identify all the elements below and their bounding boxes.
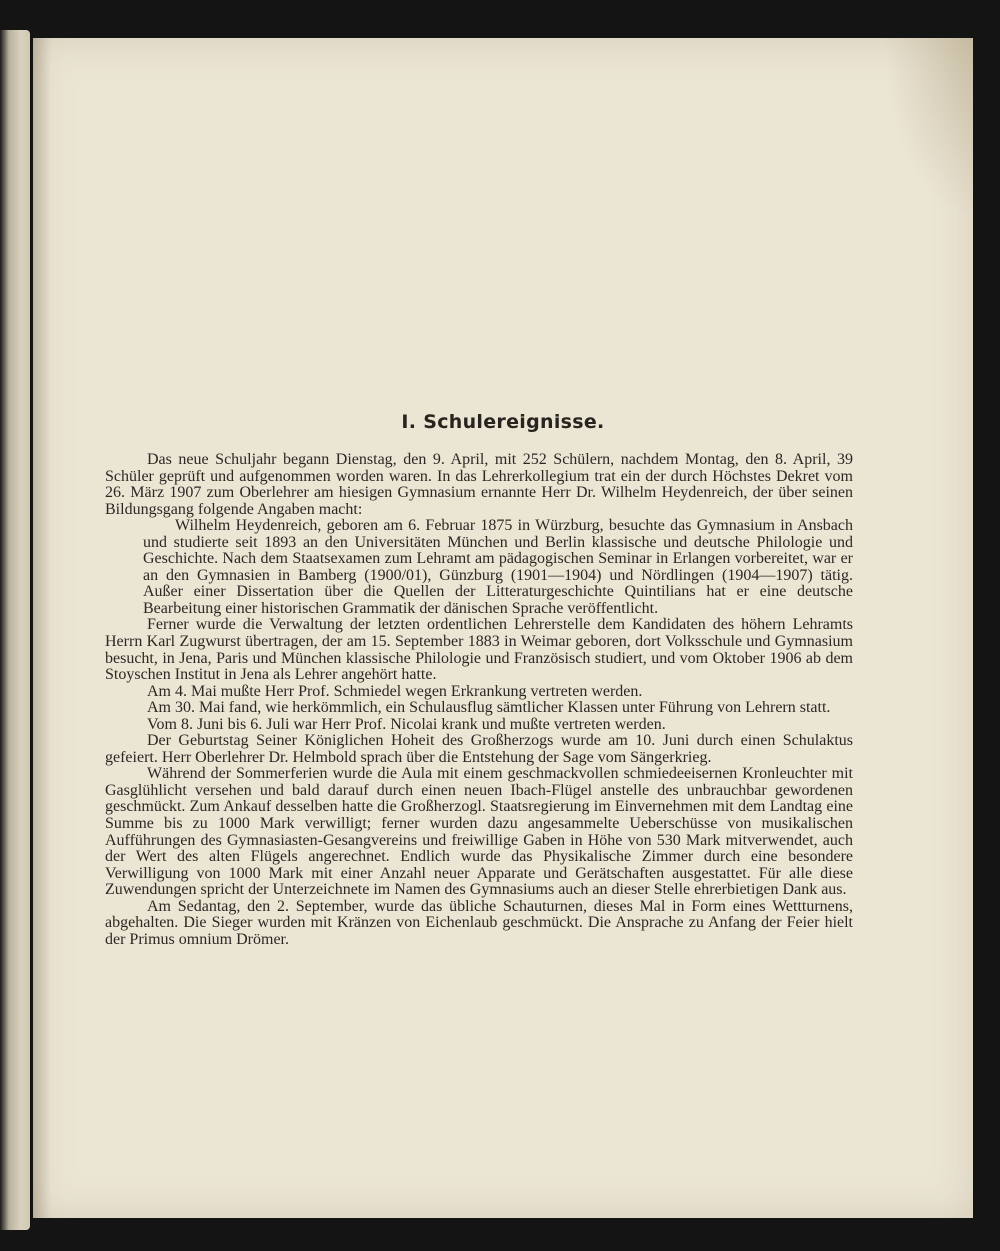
paragraph-sedantag: Am Sedantag, den 2. September, wurde das übliche Schauturnen, dieses Mal in Form eines Wettturnens, abgehalten. Die Sieger wurden mit Kränzen von Eichenlaub geschmückt. Die Ansprache zu Anfang der Feier hielt der Primus omnium Drömer. [105, 897, 853, 948]
paragraph-nicolai: Vom 8. Juni bis 6. Juli war Herr Prof. Nicolai krank und mußte vertreten werden. [147, 715, 666, 733]
paragraph-school-trip: Am 30. Mai fand, wie herkömmlich, ein Schulausflug sämtlicher Klassen unter Führung von Lehrern statt. [147, 699, 831, 717]
paragraph-heydenreich-bio: Wilhelm Heydenreich, geboren am 6. Februar 1875 in Würzburg, besuchte das Gymnasium in Ansbach und studierte seit 1893 an den Universitäten München und Berlin klassische und deutsche Philologie und Geschichte. Nach dem Staatsexamen zum Lehramt am pädagogischen Seminar in Erlangen vorbereitet, war er an den Gymnasien in Bamberg (1900/01), Günzburg (1901—1904) und Nördlingen (1904—1907) tätig. Außer einer Dissertation über die Quellen der Litteraturgeschichte Quintilians hat er eine deutsche Bearbeitung einer historischen Grammatik der dänischen Sprache veröffentlicht. [143, 517, 853, 617]
document-page [33, 38, 973, 1218]
paragraph-school-year: Das neue Schuljahr begann Dienstag, den 9. April, mit 252 Schülern, nachdem Montag, den 8. April, 39 Schüler geprüft und aufgenommen worden waren. In das Lehrerkollegium trat ein der durch Höchstes Dekret vom 26. März 1907 zum Oberlehrer am hiesigen Gymnasium ernannte Herr Dr. Wilhelm Heydenreich, der über seinen Bildungsgang folgende Angaben macht: [105, 451, 853, 518]
body-text [105, 452, 853, 948]
paragraph-summer-holidays: Während der Sommerferien wurde die Aula mit einem geschmackvollen schmiedeeisernen Kronleuchter mit Gasglühlicht versehen und bald darauf durch einen neuen Ibach-Flügel anstelle des unbrauchbar gewordenen geschmückt. Zum Ankauf desselben hatte die Großherzogl. Staatsregierung im Einvernehmen mit dem Landtag eine Summe bis zu 1000 Mark verwilligt; ferner wurden dazu angesammelte Ueberschüsse von musikalischen Aufführungen des Gymnasiasten-Gesangvereins und freiwillige Gaben in Höhe von 530 Mark mitverwendet, auch der Wert des alten Flügels angerechnet. Endlich wurde das Physikalische Zimmer durch eine besondere Verwilligung von 1000 Mark mit einer Anzahl neuer Apparate und Gerätschaften ausgestattet. Für alle diese Zuwendungen spricht der Unterzeichnete im Namen des Gymnasiums auch an dieser Stelle ehrerbietigen Dank aus. [105, 765, 853, 899]
section-title: I. Schulereignisse. [401, 411, 605, 433]
paragraph-zugwurst: Ferner wurde die Verwaltung der letzten ordentlichen Lehrerstelle dem Kandidaten des höhern Lehramts Herrn Karl Zugwurst übertragen, der am 15. September 1883 in Weimar geboren, dort Volksschule und Gymnasium besucht, in Jena, Paris und München klassische Philologie und Französisch studiert, und vom Oktober 1906 ab dem Stoyschen Institut in Jena als Lehrer angehört hatte. [105, 616, 853, 684]
facing-page-edge [0, 30, 30, 1230]
paragraph-schmiedel: Am 4. Mai mußte Herr Prof. Schmiedel wegen Erkrankung vertreten werden. [147, 682, 643, 700]
paragraph-birthday: Der Geburtstag Seiner Königlichen Hoheit des Großherzogs wurde am 10. Juni durch einen Schulaktus gefeiert. Herr Oberlehrer Dr. Helmbold sprach über die Entstehung der Sage vom Sängerkrieg. [105, 732, 853, 766]
